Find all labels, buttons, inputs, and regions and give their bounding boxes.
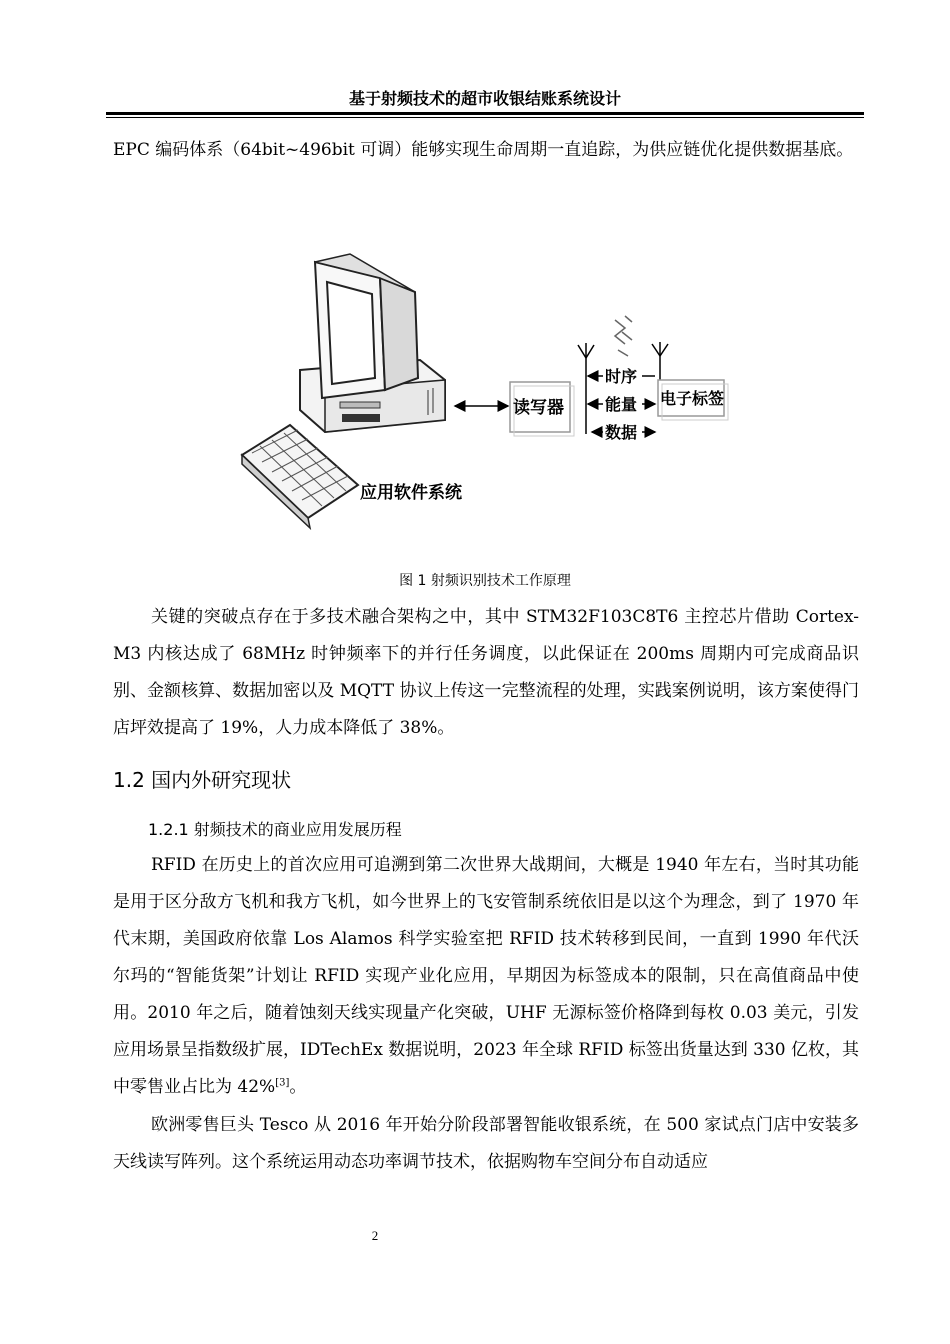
tag-label: 电子标签 xyxy=(660,389,725,408)
citation-ref[interactable]: [3] xyxy=(275,1077,290,1089)
paragraph-3 xyxy=(113,847,859,1106)
energy-label: 能量 xyxy=(605,395,638,414)
section-heading: 1.2 国内外研究现状 xyxy=(113,768,292,792)
tag-antenna-icon xyxy=(652,342,668,380)
page-number: 2 xyxy=(371,1228,379,1243)
intro-paragraph: EPC 编码体系（64bit~496bit 可调）能够实现生命周期一直追踪，为供应链优化提供数据基底。 xyxy=(113,140,854,160)
paragraph-3-end: 。 xyxy=(289,1077,307,1097)
paragraph-2: 关键的突破点存在于多技术融合架构之中，其中 STM32F103C8T6 主控芯片借助 Cortex-M3 内核达成了 68MHz 时钟频率下的并行任务调度，以此保证在 200ms 周期内可完成商品识别、金额核算、数据加密以及 MQTT 协议上传这一完整流程的处理，实践案例说明，该方案使得门店坪效提高了 19%，人力成本降低了 38%。 xyxy=(113,607,859,738)
paragraph-3-text: RFID 在历史上的首次应用可追溯到第二次世界大战期间，大概是 1940 年左右，当时其功能是用于区分敌方飞机和我方飞机，如今世界上的飞安管制系统依旧是以这个为理念，到了 1970 年代末期，美国政府依靠 Los Alamos 科学实验室把 RFID 技术转移到民间，一直到 1990 年代沃尔玛的“智能货架”计划让 RFID 实现产业化应用，早期因为标签成本的限制，只在高值商品中使用。2010 年之后，随着蚀刻天线实现量产化突破，UHF 无源标签价格降到每枚 0.03 美元，引发应用场景呈指数级扩展，IDTechEx 数据说明，2023 年全球 RFID 标签出货量达到 330 亿枚，其中零售业占比为 42% xyxy=(113,855,859,1097)
reader-box xyxy=(510,382,574,436)
header-rule-thick xyxy=(106,112,864,115)
figure-caption: 图 1 射频识别技术工作原理 xyxy=(399,573,571,589)
keyboard-icon xyxy=(242,425,358,528)
subsection-heading: 1.2.1 射频技术的商业应用发展历程 xyxy=(148,820,402,839)
rfid-diagram xyxy=(230,250,750,550)
reader-label: 读写器 xyxy=(513,398,564,418)
computer-icon xyxy=(300,254,445,432)
tag-box xyxy=(658,380,728,420)
running-header: 基于射频技术的超市收银结账系统设计 xyxy=(348,89,621,108)
data-label: 数据 xyxy=(605,423,638,442)
signal-icon xyxy=(615,316,632,356)
header-rule-thin xyxy=(106,117,864,118)
paragraph-4: 欧洲零售巨头 Tesco 从 2016 年开始分阶段部署智能收银系统，在 500 家试点门店中安装多天线读写阵列。这个系统运用动态功率调节技术，依据购物车空间分布自动适应 xyxy=(113,1115,859,1172)
software-label: 应用软件系统 xyxy=(360,483,462,503)
timing-label: 时序 xyxy=(605,367,638,386)
rfid-principle-figure xyxy=(230,250,750,550)
antenna-icon xyxy=(578,343,594,385)
